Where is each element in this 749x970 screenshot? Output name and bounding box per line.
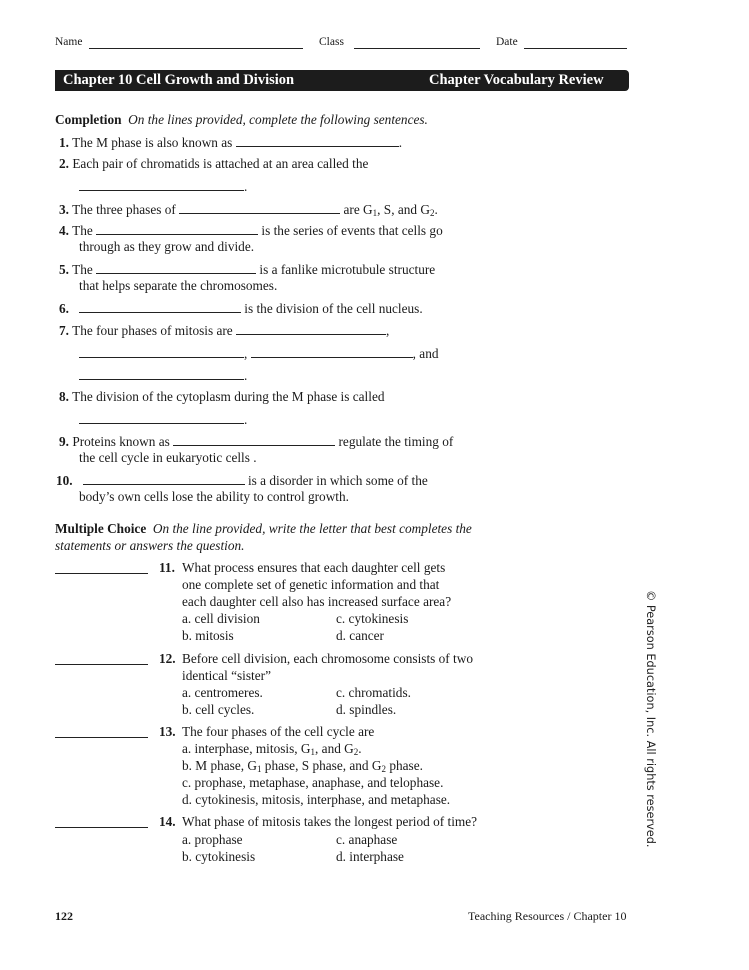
q11-option-a: a. cell division xyxy=(182,611,260,626)
class-label: Class xyxy=(319,36,344,48)
answer-line-12[interactable] xyxy=(55,652,148,665)
date-label: Date xyxy=(496,36,518,48)
q13-option-d: d. cytokinesis, mitosis, interphase, and metaphase. xyxy=(182,792,451,807)
footer-source: Teaching Resources / Chapter 10 xyxy=(468,909,627,923)
answer-line-13[interactable] xyxy=(55,725,148,738)
question-8: 8. The division of the cytoplasm during the M phase is called xyxy=(59,389,385,404)
q14-option-d: d. interphase xyxy=(336,849,404,864)
question-10: 10. is a disorder in which some of the xyxy=(56,473,428,488)
answer-blank-7a[interactable] xyxy=(236,322,386,335)
q12-option-a: a. centromeres. xyxy=(182,685,263,700)
question-9: 9. Proteins known as regulate the timing of xyxy=(59,434,454,449)
q11-option-d: d. cancer xyxy=(336,628,384,643)
question-13-number: 13. xyxy=(159,724,176,739)
q13-option-b: b. M phase, $G_1$ phase, S phase, and $G_2$ phase. xyxy=(182,758,423,774)
answer-blank-6[interactable] xyxy=(79,300,241,313)
chapter-title: Chapter 10 Cell Growth and Division xyxy=(63,72,295,88)
answer-blank-10[interactable] xyxy=(83,472,245,485)
page-number: 122 xyxy=(55,909,73,923)
date-field[interactable] xyxy=(524,36,627,49)
question-3: 3. The three phases of are $G_1$, S, and $G_2$. xyxy=(59,202,438,218)
answer-blank-5[interactable] xyxy=(96,261,256,274)
q13-option-a: a. interphase, mitosis, $G_1$, and $G_2$. xyxy=(182,741,362,757)
answer-blank-4[interactable] xyxy=(96,222,258,235)
question-1: 1. The M phase is also known as . xyxy=(59,135,403,150)
question-4: 4. The is the series of events that cells go xyxy=(59,223,443,238)
question-7: 7. The four phases of mitosis are , xyxy=(59,323,390,338)
answer-blank-2[interactable] xyxy=(79,178,244,191)
class-field[interactable] xyxy=(354,36,480,49)
q12-option-c: c. chromatids. xyxy=(336,685,411,700)
question-6: 6. is the division of the cell nucleus. xyxy=(59,301,423,316)
answer-blank-7b[interactable] xyxy=(79,345,244,358)
q13-option-c: c. prophase, metaphase, anaphase, and telophase. xyxy=(182,775,444,790)
answer-blank-9[interactable] xyxy=(173,433,335,446)
answer-blank-1[interactable] xyxy=(236,134,399,147)
name-field[interactable] xyxy=(89,36,303,49)
question-2: 2. Each pair of chromatids is attached at an area called the xyxy=(59,156,369,171)
q12-option-b: b. cell cycles. xyxy=(182,702,255,717)
completion-heading: Completion On the lines provided, complete the following sentences. xyxy=(55,112,428,127)
answer-blank-7d[interactable] xyxy=(79,367,244,380)
multiple-choice-heading: Multiple Choice On the line provided, write the letter that best completes the xyxy=(55,521,472,536)
q14-option-a: a. prophase xyxy=(182,832,243,847)
chapter-banner xyxy=(55,70,629,91)
name-label: Name xyxy=(55,36,83,48)
question-11-number: 11. xyxy=(159,560,175,575)
question-5: 5. The is a fanlike microtubule structure xyxy=(59,262,436,277)
section-title: Chapter Vocabulary Review xyxy=(429,72,604,88)
answer-line-14[interactable] xyxy=(55,815,148,828)
answer-line-11[interactable] xyxy=(55,561,148,574)
answer-blank-3[interactable] xyxy=(179,201,340,214)
question-12-number: 12. xyxy=(159,651,176,666)
q14-option-c: c. anaphase xyxy=(336,832,398,847)
question-14-number: 14. xyxy=(159,814,176,829)
copyright-notice: © Pearson Education, Inc. All rights reserved. xyxy=(644,590,657,848)
answer-blank-8[interactable] xyxy=(79,411,244,424)
q12-option-d: d. spindles. xyxy=(336,702,397,717)
answer-blank-7c[interactable] xyxy=(251,345,413,358)
q11-option-c: c. cytokinesis xyxy=(336,611,409,626)
q11-option-b: b. mitosis xyxy=(182,628,234,643)
q14-option-b: b. cytokinesis xyxy=(182,849,256,864)
